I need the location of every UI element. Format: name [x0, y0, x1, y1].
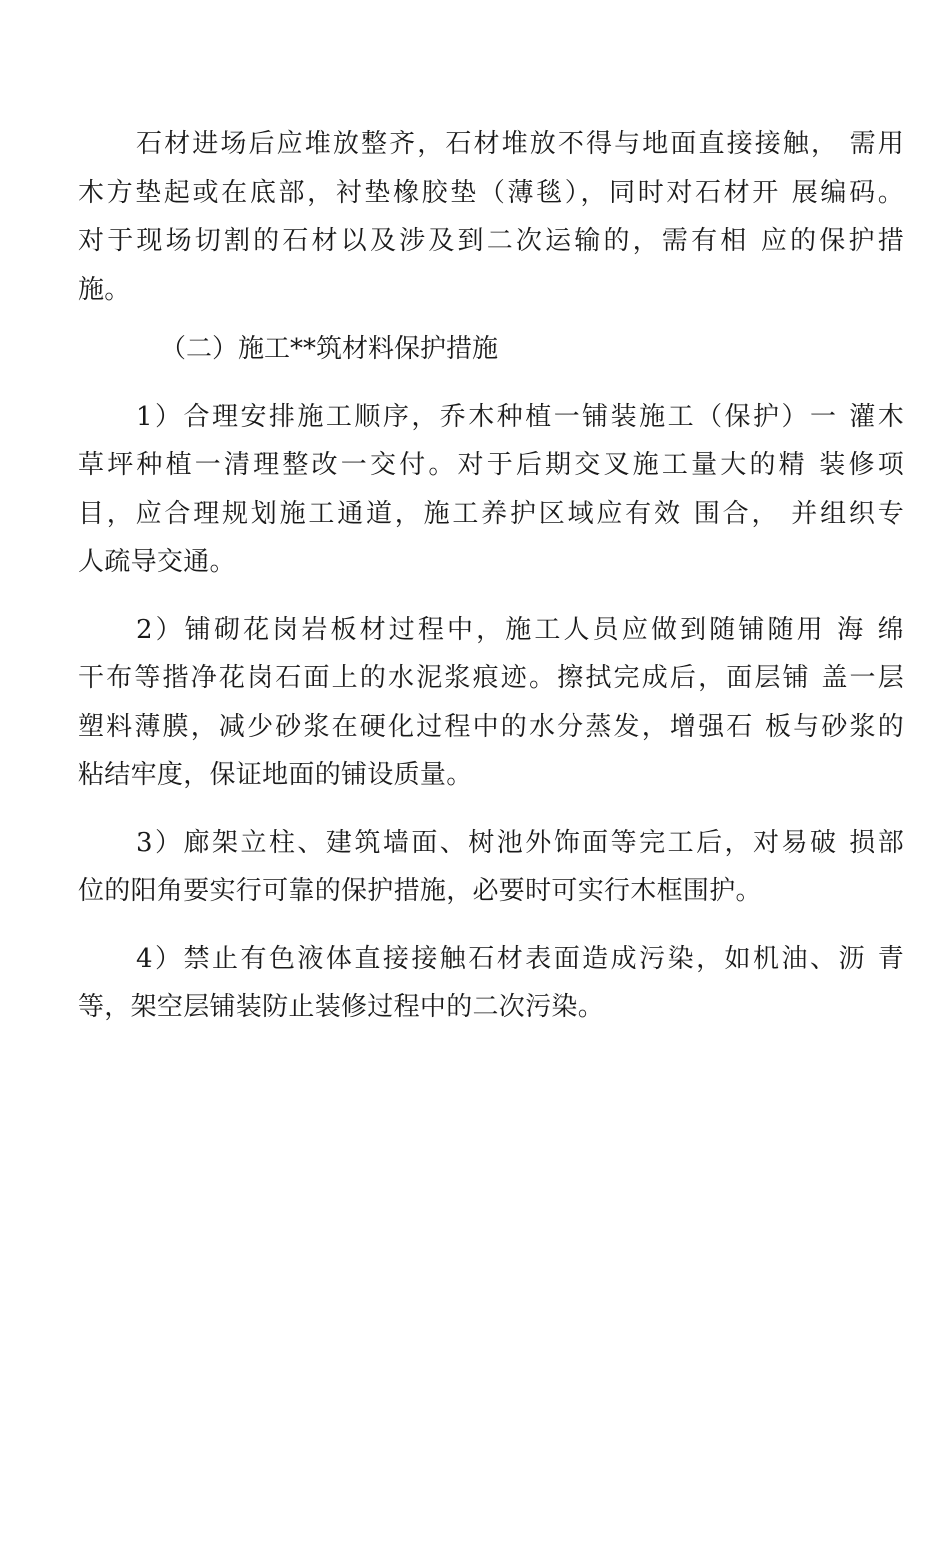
- text-line: 位的阳角要实行可靠的保护措施，必要时可实行木框围护。: [78, 876, 762, 906]
- text-line: 塑料薄膜，减少砂浆在硬化过程中的水分蒸发，增强石 板与砂浆的: [78, 711, 904, 742]
- text-line: 人疏导交通。: [78, 547, 236, 577]
- list-item-4: [78, 935, 904, 1032]
- text-line: 1）合理安排施工顺序，乔木种植一铺装施工（保护）一 灌木: [136, 401, 904, 432]
- text-line: 粘结牢度，保证地面的铺设质量。: [78, 760, 473, 790]
- section-heading: （二）施工**筑材料保护措施: [160, 334, 499, 364]
- document-page: [78, 120, 904, 1032]
- list-item-1: [78, 393, 904, 587]
- list-item-3: [78, 819, 904, 916]
- text-line: 等，架空层铺装防止装修过程中的二次污染。: [78, 992, 605, 1022]
- text-line: 干布等揩净花岗石面上的水泥浆痕迹。擦拭完成后，面层铺 盖一层: [78, 663, 904, 693]
- text-line: 4）禁止有色液体直接接触石材表面造成污染，如机油、沥 青: [136, 943, 904, 974]
- text-line: 2）铺砌花岗岩板材过程中，施工人员应做到随铺随用 海 绵: [136, 614, 904, 645]
- text-line: 石材进场后应堆放整齐，石材堆放不得与地面直接接触， 需用: [136, 129, 904, 159]
- text-line: 3）廊架立柱、建筑墙面、树池外饰面等完工后，对易破 损部: [136, 827, 904, 858]
- text-line: 对于现场切割的石材以及涉及到二次运输的，需有相 应的保护措: [78, 226, 904, 256]
- text-line: 施。: [78, 274, 131, 305]
- text-line: 木方垫起或在底部，衬垫橡胶垫（薄毯），同时对石材开 展编码。: [78, 177, 904, 208]
- paragraph-stone-storage: [78, 120, 904, 314]
- list-item-2: [78, 606, 904, 800]
- text-line: 草坪种植一清理整改一交付。对于后期交叉施工量大的精 装修项: [78, 450, 904, 480]
- text-line: 目，应合理规划施工通道，施工养护区域应有效 围合， 并组织专: [78, 498, 904, 529]
